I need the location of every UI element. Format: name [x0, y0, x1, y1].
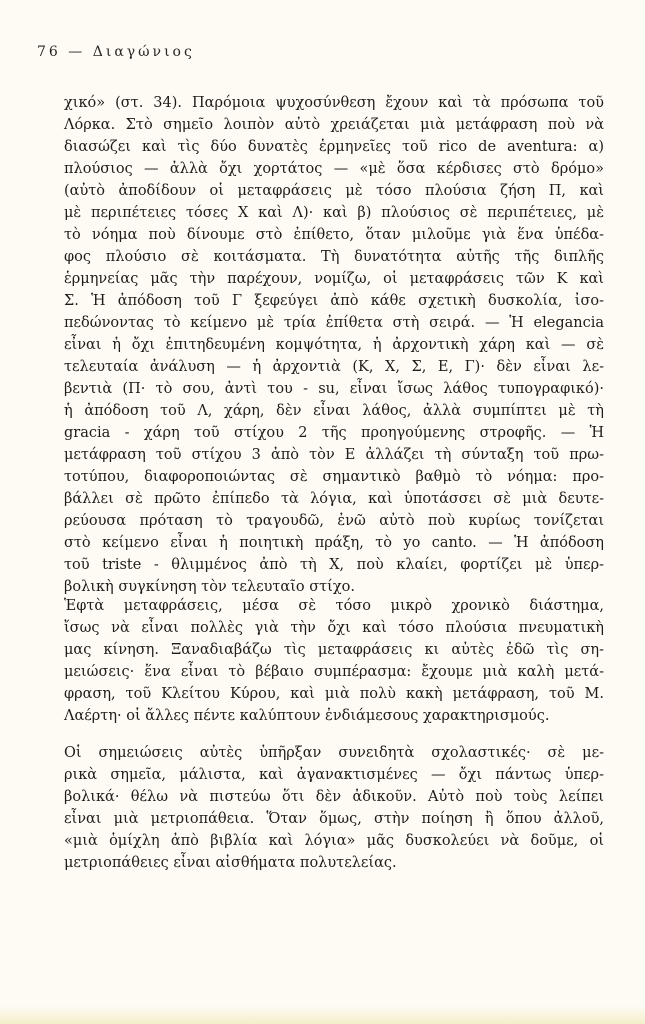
text-line: βεντιὰ (Π· τὸ σου, ἀντὶ του - su, εἶναι ἴσως λάθος τυπογραφικό)· [64, 381, 604, 397]
text-line: τὸ νόημα ποὺ δίνουμε στὸ ἐπίθετο, ὅταν μιλοῦμε γιὰ ἕνα ὑπέδα- [64, 227, 604, 243]
text-line: Οἱ σημειώσεις αὐτὲς ὑπῆρξαν συνειδητὰ σχολαστικές· σὲ με- [64, 745, 604, 761]
text-line: Λόρκα. Στὸ σημεῖο λοιπὸν αὐτὸ χρειάζεται μιὰ μετάφραση ποὺ νὰ [64, 117, 604, 133]
text-line: πεδώνοντας τὸ κείμενο μὲ τρία ἐπίθετα στὴ σειρά. — Ἡ elegancia [64, 315, 604, 331]
text-line: ἡ ἀπόδοση τοῦ Λ, χάρη, δὲν εἶναι λάθος, ἀλλὰ συμπίπτει μὲ τὴ [64, 403, 604, 419]
paragraph-1 [64, 92, 604, 598]
text-line: Σ. Ἡ ἀπόδοση τοῦ Γ ξεφεύγει ἀπὸ κάθε σχετικὴ δυσκολία, ἰσο- [64, 293, 604, 309]
text-line: φος πλούσιο σὲ κοιτάσματα. Τὴ δυνατότητα αὐτῆς τῆς διπλῆς [64, 249, 604, 265]
text-line: βολικά· θέλω νὰ πιστεύω ὅτι δὲν ἀδικοῦν. Αὐτὸ ποὺ τοὺς λείπει [64, 789, 604, 805]
text-line: εἶναι ἡ ὄχι ἐπιτηδευμένη κομψότητα, ἡ ἀρχοντικὴ χάρη καὶ — σὲ [64, 337, 604, 353]
text-line: μετριοπάθειες εἶναι αἰσθήματα πολυτελείας. [64, 855, 397, 871]
page-bottom-edge [0, 1006, 645, 1024]
text-line: ἑρμηνείας μᾶς τὴν παρέχουν, νομίζω, οἱ μεταφράσεις τῶν Κ καὶ [64, 271, 604, 287]
text-line: Ἑφτὰ μεταφράσεις, μέσα σὲ τόσο μικρὸ χρονικὸ διάστημα, [64, 598, 604, 614]
text-line: μας κίνηση. Ξαναδιαβάζω τὶς μεταφράσεις κι αὐτὲς ἐδῶ τὶς ση- [64, 642, 604, 658]
text-line: μὲ περιπέτειες τόσες Χ καὶ Λ)· καὶ β) πλούσιος σὲ περιπέτειες, μὲ [64, 205, 604, 221]
text-line: gracia - χάρη τοῦ στίχου 2 τῆς προηγούμενης στροφῆς. — Ἡ [64, 425, 604, 441]
text-line: (αὐτὸ ἀποδίδουν οἱ μεταφράσεις μὲ τόσο πλούσια ζήση Π, καὶ [64, 183, 604, 199]
text-line: τοῦ triste - θλιμμένος ἀπὸ τὴ Χ, ποὺ κλαίει, φορτίζει μὲ ὑπερ- [64, 557, 604, 573]
text-line: χικό» (στ. 34). Παρόμοια ψυχοσύνθεση ἔχουν καὶ τὰ πρόσωπα τοῦ [64, 95, 604, 111]
text-line: τοτύπου, διαφοροποιώντας σὲ σημαντικὸ βαθμὸ τὸ νόημα: προ- [64, 469, 604, 485]
text-line: ρικὰ σημεῖα, μάλιστα, καὶ ἀγανακτισμένες — ὄχι πάντως ὑπερ- [64, 767, 604, 783]
text-line: στὸ κείμενο εἶναι ἡ ποιητικὴ πράξη, τὸ yo canto. — Ἡ ἀπόδοση [64, 535, 604, 551]
text-line: τελευταία ἀνάλυση — ἡ ἀρχοντιὰ (Κ, Χ, Σ, Ε, Γ)· δὲν εἶναι λε- [64, 359, 604, 375]
text-line: φραση, τοῦ Κλείτου Κύρου, καὶ μιὰ πολὺ κακὴ μετάφραση, τοῦ Μ. [64, 686, 604, 702]
text-line: διασώζει καὶ τὶς δύο δυνατὲς ἑρμηνεῖες τοῦ rico de aventura: α) [64, 139, 604, 155]
text-line: ρεύουσα πρόταση τὸ τραγουδῶ, ἐνῶ αὐτὸ ποὺ κυρίως τονίζεται [64, 513, 604, 529]
text-line: εἶναι μιὰ μετριοπάθεια. Ὅταν ὅμως, στὴν ποίηση ἢ ὅπου ἀλλοῦ, [64, 811, 604, 827]
text-line: «μιὰ ὁμίχλη ἀπὸ βιβλία καὶ λόγια» μᾶς δυσκολεύει νὰ δοῦμε, οἱ [64, 833, 604, 849]
text-line: βάλλει σὲ πρῶτο ἐπίπεδο τὰ λόγια, καὶ ὑποτάσσει σὲ μιὰ δευτε- [64, 491, 604, 507]
text-line: ἴσως νὰ εἶναι πολλὲς γιὰ τὴν ὄχι καὶ τόσο πλούσια πνευματικὴ [64, 620, 604, 636]
paragraph-2 [64, 595, 604, 727]
text-line: βολικὴ συγκίνηση τὸν τελευταῖο στίχο. [64, 579, 355, 595]
text-line: μειώσεις· ἕνα εἶναι τὸ βέβαιο συμπέρασμα: ἔχουμε μιὰ καλὴ μετά- [64, 664, 604, 680]
paragraph-3 [64, 742, 604, 874]
running-head: 76 — Διαγώνιος [37, 44, 195, 60]
text-line: μετάφραση τοῦ στίχου 3 ἀπὸ τὸν Ε ἀλλάζει τὴ σύνταξη τοῦ πρω- [64, 447, 604, 463]
text-line: Λαέρτη· οἱ ἄλλες πέντε καλύπτουν ἐνδιάμεσους χαρακτηρισμούς. [64, 708, 550, 724]
text-line: πλούσιος — ἀλλὰ ὄχι χορτάτος — «μὲ ὅσα κέρδισες στὸ δρόμο» [64, 161, 604, 177]
